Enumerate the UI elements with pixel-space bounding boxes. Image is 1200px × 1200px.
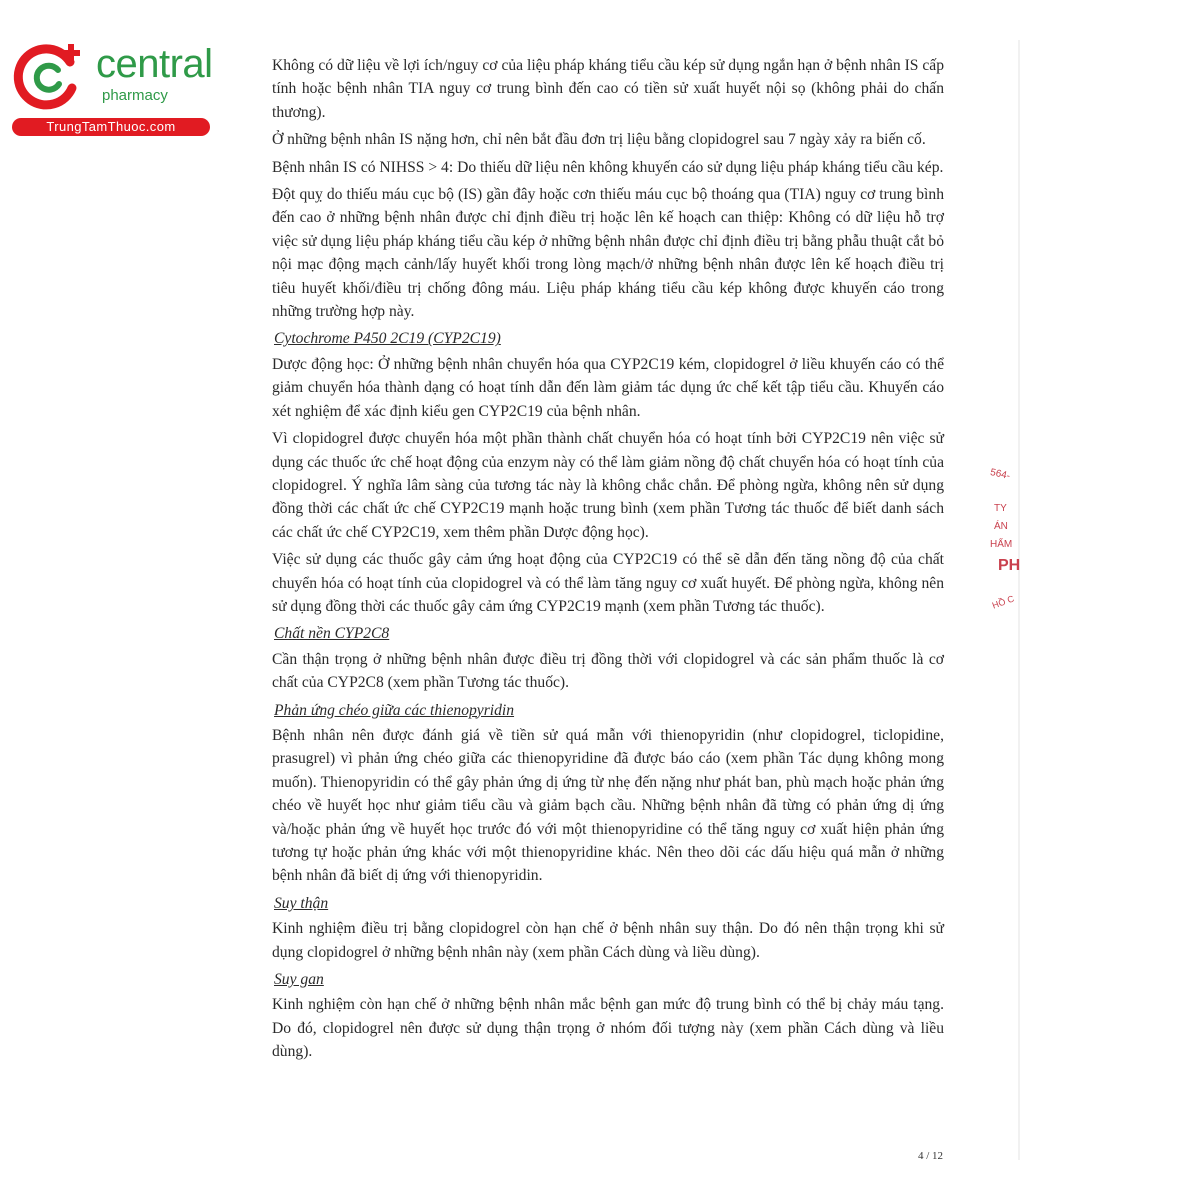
paragraph: Kinh nghiệm còn hạn chế ở những bệnh nhân mắc bệnh gan mức độ trung bình có thể bị chảy máu tạng. Do đó, clopidogrel nên được sử dụng thận trọng ở nhóm đối tượng này (xem phần Cách dùng và liều dùng). xyxy=(272,996,944,1061)
section-heading-cyp2c8: Chất nền CYP2C8 xyxy=(274,625,390,643)
document-body xyxy=(272,54,944,1068)
stamp-text-5: PH xyxy=(998,557,1021,574)
paragraph: Dược động học: Ở những bệnh nhân chuyển hóa qua CYP2C19 kém, clopidogrel ở liều khuyến cáo có thể giảm chuyển hóa thành dạng có hoạt tính dẫn đến làm giảm tác dụng ức chế kết tập tiểu cầu. Khuyến cáo xét nghiệm để xác định kiểu gen CYP2C19 của bệnh nhân. xyxy=(272,355,944,420)
paragraph: Cần thận trọng ở những bệnh nhân được điều trị đồng thời với clopidogrel và các sản phẩm thuốc là cơ chất của CYP2C8 (xem phần Tương tác thuốc). xyxy=(272,650,944,692)
logo-brand-sub: pharmacy xyxy=(102,87,168,104)
section-heading-cyp2c19: Cytochrome P450 2C19 (CYP2C19) xyxy=(274,330,501,348)
paragraph: Việc sử dụng các thuốc gây cảm ứng hoạt động của CYP2C19 có thể sẽ dẫn đến tăng nồng độ của chất chuyển hóa có hoạt tính của clopidogrel và có thể làm tăng nguy cơ xuất huyết. Để phòng ngừa, không nên sử dụng đồng thời các thuốc gây cảm ứng CYP2C19 mạnh (xem phần Tương tác thuốc). xyxy=(272,551,944,615)
page-number: 4 / 12 xyxy=(918,1150,944,1162)
stamp-text-3: ÁN xyxy=(994,521,1008,532)
stamp-text-4: HẨM xyxy=(990,539,1013,550)
stamp-text-2: TY xyxy=(994,503,1007,514)
stamp-text-1: 564- xyxy=(989,467,1012,482)
paragraph: Bệnh nhân nên được đánh giá về tiền sử quá mẫn với thienopyridin (như clopidogrel, ticlopidine, prasugrel) vì phản ứng chéo giữa các thienopyridine đã được báo cáo (xem phần Tác dụng không mong muốn). Thienopyridin có thể gây phản ứng dị ứng từ nhẹ đến nặng như phát ban, phù mạch hoặc phản ứng chéo về huyết học như giảm tiểu cầu và giảm bạch cầu. Những bệnh nhân đã từng có phản ứng dị ứng và/hoặc phản ứng về huyết học trước đó với một thienopyridine có thể tăng nguy cơ xuất hiện phản ứng tương tự hoặc phản ứng khác với một thienopyridine khác. Nên theo dõi các dấu hiệu quá mẫn ở những bệnh nhân đã biết dị ứng với thienopyridin. xyxy=(272,726,944,885)
paragraph: Ở những bệnh nhân IS nặng hơn, chỉ nên bắt đầu đơn trị liệu bằng clopidogrel sau 7 ngày xảy ra biến cố. xyxy=(272,131,926,149)
logo-site-banner: TrungTamThuoc.com xyxy=(12,118,210,136)
paragraph: Đột quỵ do thiếu máu cục bộ (IS) gần đây hoặc cơn thiếu máu cục bộ thoáng qua (TIA) nguy cơ trung bình đến cao ở những bệnh nhân được chỉ định điều trị hoặc lên kế hoạch can thiệp: Không có dữ liệu hỗ trợ việc sử dụng liệu pháp kháng tiểu cầu kép ở những bệnh nhân được chỉ định điều trị bằng phẫu thuật cắt bỏ nội mạc động mạch cảnh/lấy huyết khối trong lòng mạch/ở những bệnh nhân được lên kế hoạch điều trị tiêu huyết khối/điều trị chống đông máu. Liệu pháp kháng tiểu cầu kép không được khuyến cáo trong những trường hợp này. xyxy=(272,186,944,321)
stamp-text-6: HỒ C xyxy=(990,593,1016,611)
paragraph: Không có dữ liệu về lợi ích/nguy cơ của liệu pháp kháng tiểu cầu kép sử dụng ngắn hạn ở bệnh nhân IS cấp tính hoặc bệnh nhân TIA nguy cơ trung bình đến cao có tiền sử xuất huyết nội sọ (không phải do chấn thương). xyxy=(272,57,944,121)
paragraph: Vì clopidogrel được chuyển hóa một phần thành chất chuyển hóa có hoạt tính bởi CYP2C19 nên việc sử dụng các thuốc ức chế hoạt động của enzym này có thể làm giảm nồng độ chất chuyển hóa có hoạt tính của clopidogrel. Ý nghĩa lâm sàng của tương tác này là không chắc chắn. Để phòng ngừa, không nên sử dụng đồng thời các chất ức chế CYP2C19 mạnh hoặc trung bình (xem phần Tương tác thuốc để biết danh sách các chất ức chế CYP2C19, xem thêm phần Dược động học). xyxy=(272,430,944,541)
paragraph: Bệnh nhân IS có NIHSS > 4: Do thiếu dữ liệu nên không khuyến cáo sử dụng liệu pháp kháng tiểu cầu kép. xyxy=(272,158,944,176)
section-heading-renal: Suy thận xyxy=(274,894,329,912)
pharmacy-c-logo-icon xyxy=(12,38,88,114)
logo-brand-name: central xyxy=(96,42,213,86)
central-pharmacy-logo[interactable] xyxy=(10,38,215,138)
company-stamp-fragment xyxy=(990,468,1030,628)
section-heading-thienopyridin: Phản ứng chéo giữa các thienopyridin xyxy=(274,701,515,719)
section-heading-hepatic: Suy gan xyxy=(274,971,324,989)
paragraph: Kinh nghiệm điều trị bằng clopidogrel còn hạn chế ở bệnh nhân suy thận. Do đó nên thận trọng khi sử dụng clopidogrel ở những bệnh nhân này (xem phần Cách dùng và liều dùng). xyxy=(272,920,944,961)
